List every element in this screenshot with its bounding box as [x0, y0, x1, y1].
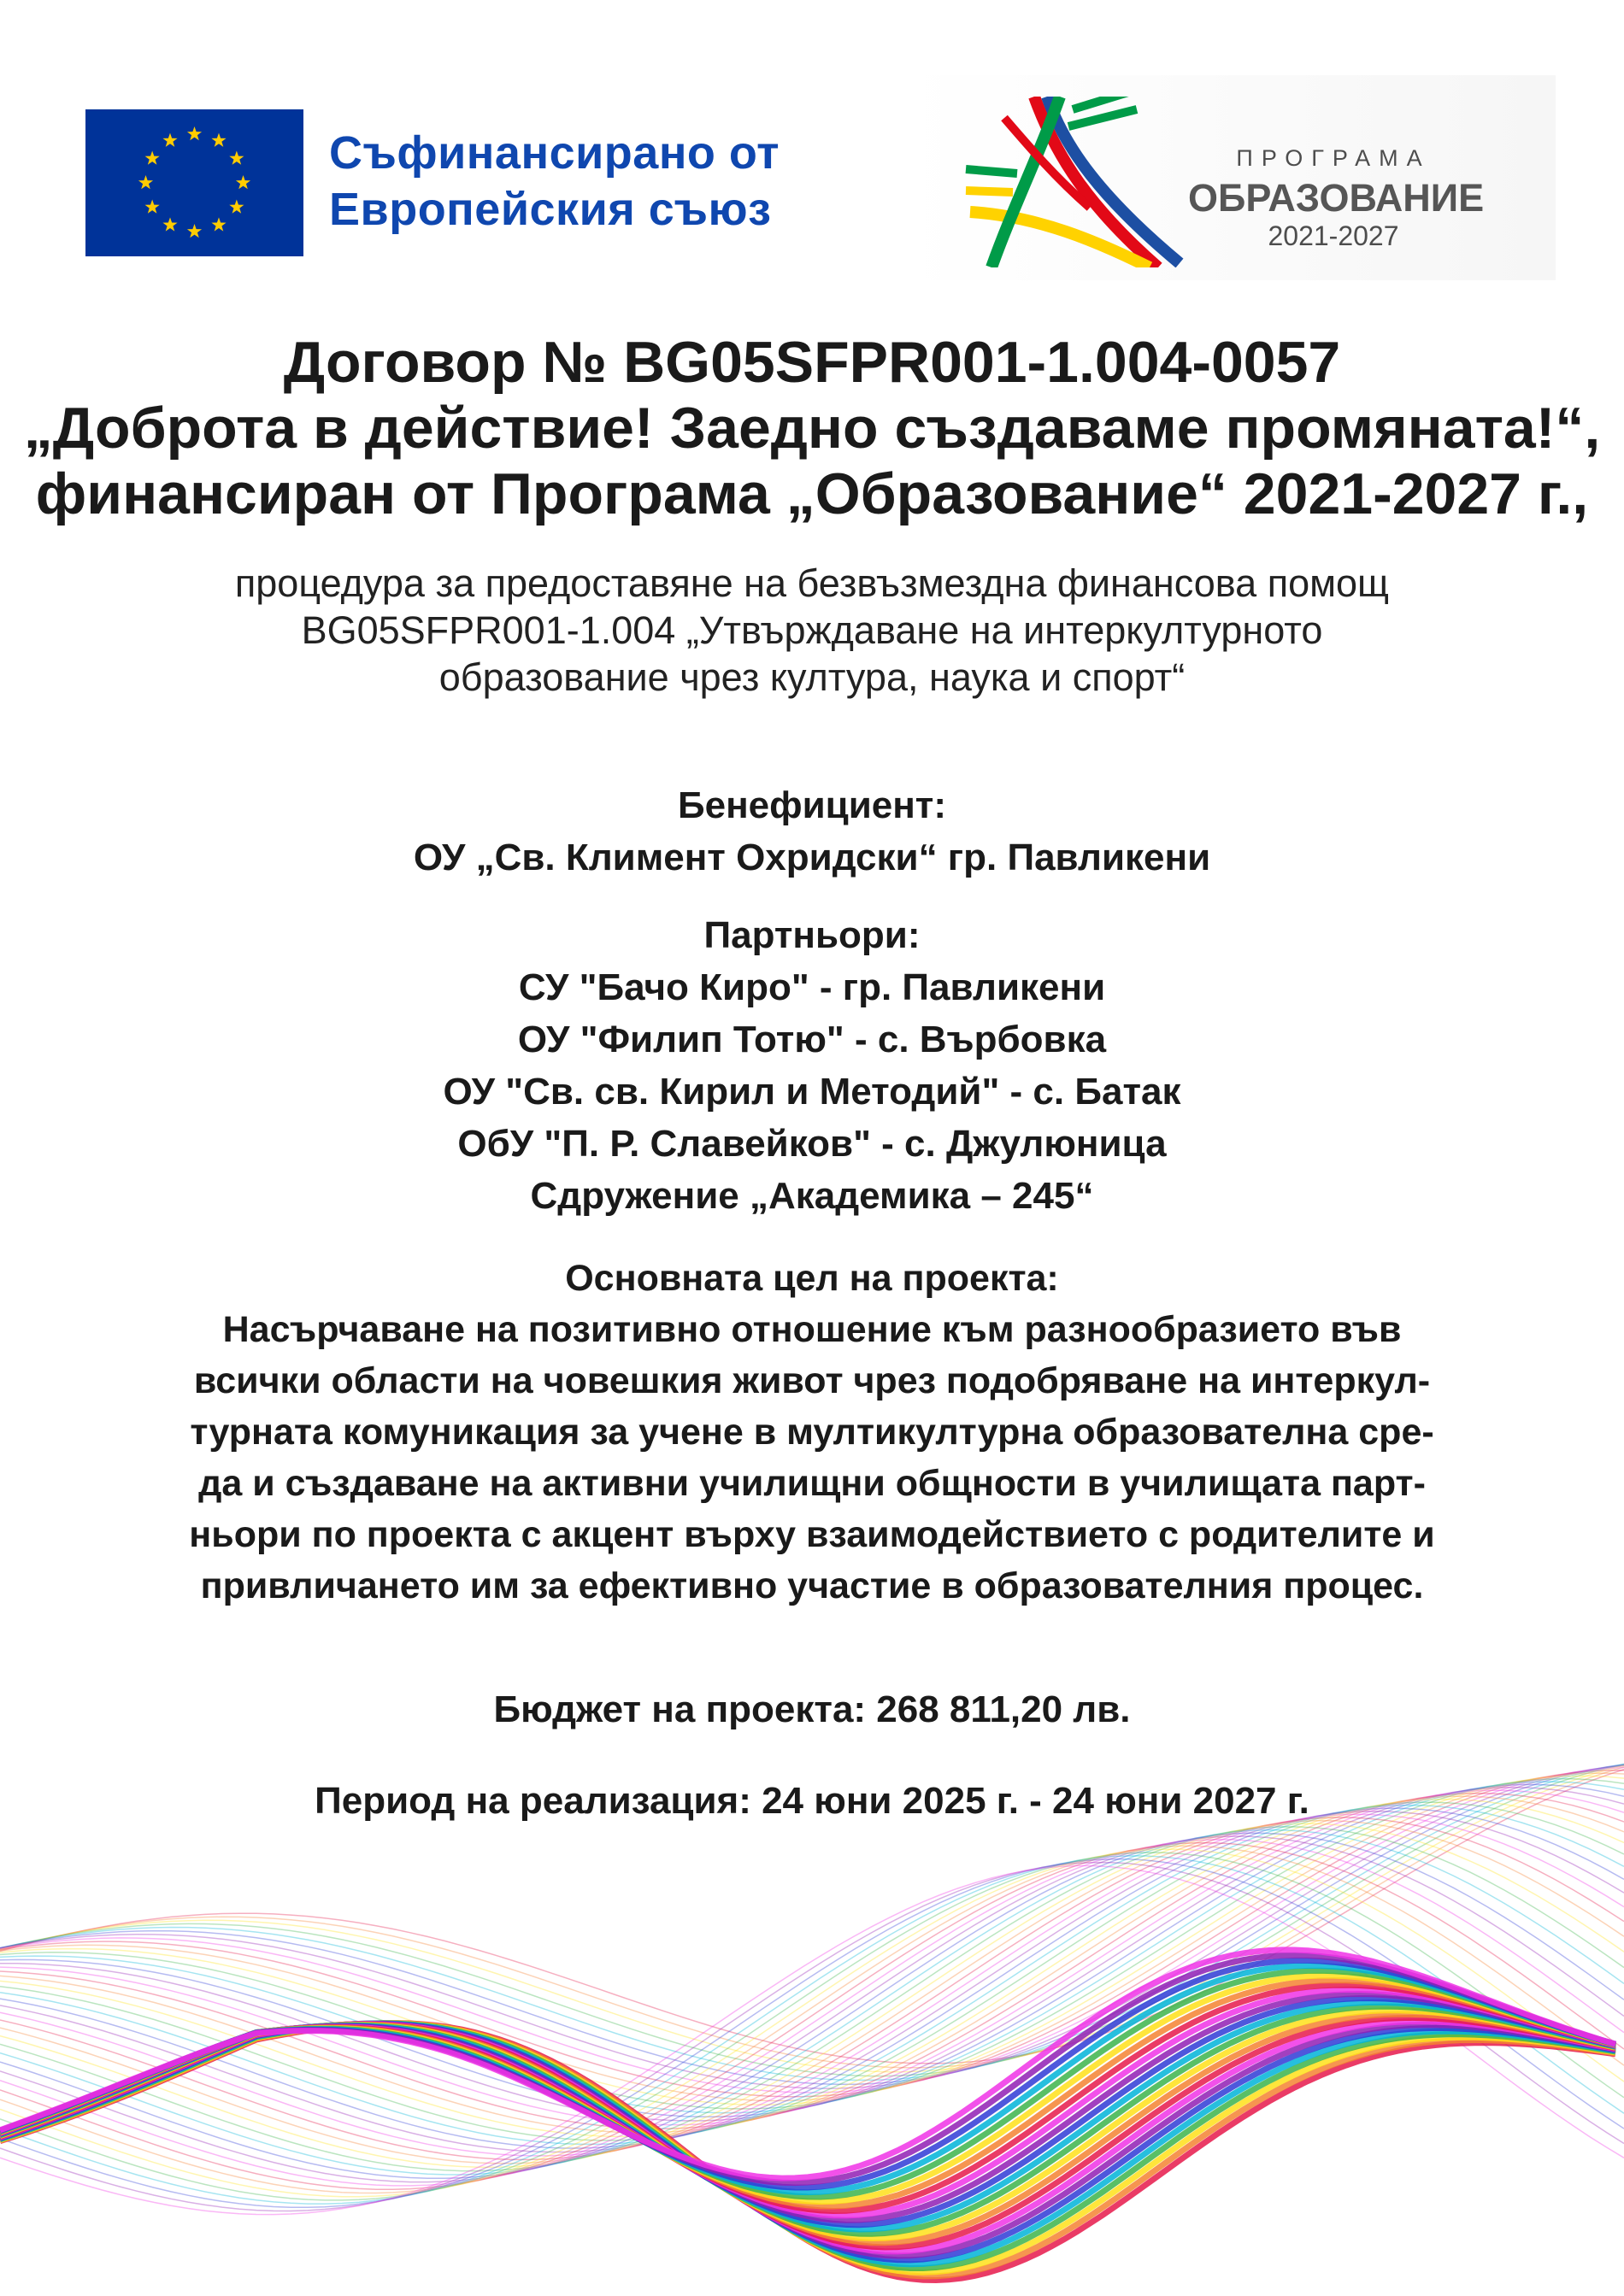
goal-line: привличането им за ефективно участие в образователния процес. [200, 1565, 1424, 1606]
goal-line: ньори по проекта с акцент върху взаимодействието с родителите и [189, 1514, 1435, 1555]
beneficiary-block [0, 779, 1624, 884]
eu-star-icon [211, 217, 226, 231]
eu-cofunding-text [329, 125, 825, 238]
partner-item: Сдружение „Академика – 245“ [530, 1175, 1094, 1217]
partners-block [0, 909, 1624, 1222]
title-block [0, 330, 1624, 527]
eu-flag-icon [85, 109, 303, 256]
partner-item: ОбУ "П. Р. Славейков" - с. Джулюница [457, 1123, 1167, 1165]
beneficiary-name: ОУ „Св. Климент Охридски“ гр. Павликени [413, 837, 1211, 878]
beneficiary-heading: Бенефициент: [677, 784, 947, 826]
project-name: „Доброта в действие! Заедно създаваме промяната!“, [23, 396, 1601, 461]
eu-text-line1: Съфинансирано от [329, 127, 780, 179]
partner-item: СУ "Бачо Киро" - гр. Павликени [518, 966, 1106, 1008]
partner-item: ОУ "Св. св. Кирил и Методий" - с. Батак [443, 1071, 1181, 1113]
goal-block [0, 1253, 1624, 1612]
eu-star-icon [162, 217, 177, 231]
partner-item: ОУ "Филип Тотю" - с. Върбовка [517, 1019, 1107, 1060]
procedure-line: BG05SFPR001-1.004 „Утвърждаване на интеркултурното [301, 608, 1323, 652]
goal-line: да и създаване на активни училищни общности в училищата парт- [198, 1463, 1426, 1504]
programme-name: ОБРАЗОВАНИЕ [1188, 176, 1485, 220]
funding-statement: финансиран от Програма „Образование“ 2021-2027 г., [35, 461, 1589, 526]
programme-education-logo [906, 75, 1556, 280]
programme-mark-icon [953, 97, 1184, 267]
wave-line [0, 1790, 1624, 2124]
goal-heading: Основната цел на проекта: [565, 1258, 1059, 1299]
eu-star-icon [187, 224, 202, 238]
eu-star-icon [187, 126, 202, 140]
partners-heading: Партньори: [703, 914, 921, 956]
procedure-block [0, 560, 1624, 701]
goal-line: всички области на човешкия живот чрез подобряване на интеркул- [193, 1360, 1431, 1401]
eu-star-icon [145, 151, 160, 165]
eu-star-icon [145, 200, 160, 214]
eu-star-icon [138, 175, 153, 189]
eu-star-icon [162, 133, 177, 147]
eu-star-icon [229, 151, 244, 165]
eu-star-icon [211, 133, 226, 147]
rainbow-waves-decoration [0, 1606, 1624, 2296]
eu-cofunding-logo [85, 109, 821, 256]
procedure-line: образование чрез култура, наука и спорт“ [438, 655, 1186, 699]
budget: Бюджет на проекта: 268 811,20 лв. [493, 1688, 1131, 1730]
procedure-line: процедура за предоставяне на безвъзмездна финансова помощ [234, 561, 1390, 605]
goal-line: турната комуникация за учене в мултикултурна образователна сре- [190, 1412, 1434, 1453]
goal-line: Насърчаване на позитивно отношение към разнообразието във [222, 1309, 1402, 1350]
eu-star-icon [236, 175, 250, 189]
programme-years: 2021-2027 [1268, 220, 1399, 251]
eu-text-line2: Европейския съюз [329, 184, 772, 235]
programme-label: ПРОГРАМА [1236, 145, 1431, 171]
period: Период на реализация: 24 юни 2025 г. - 24 юни 2027 г. [315, 1780, 1309, 1822]
contract-number: Договор № BG05SFPR001-1.004-0057 [283, 330, 1341, 395]
eu-star-icon [229, 200, 244, 214]
